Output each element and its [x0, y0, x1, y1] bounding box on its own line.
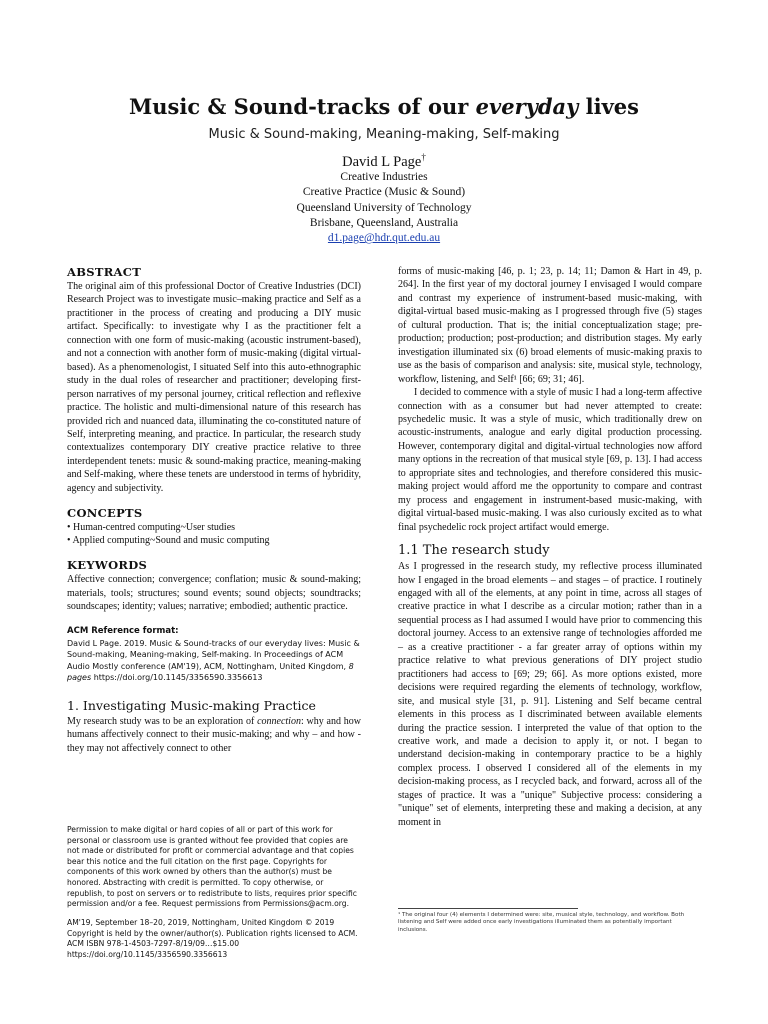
body-paragraph: I decided to commence with a style of music I had a long-term affective connection with as a consumer but had never attempted to create: psychedelic music. It was a style of music, which traditionally drew on acoustic-instruments, analogue and early digital production processing. However, contemporary digital and digital-virtual technologies now afford many options in the recreation of that musical style [69, p. 13]. I had access to appropriate sites and technologies, and therefore considered this music-making project would afford me the opportunity to compare and contrast my process and engagement in instrument-based music-making, with digital virtual-based music-making. I was also curiously excited as to what final psychedelic rock project artifact would emerge.	[398, 387, 702, 533]
right-column	[398, 265, 702, 829]
abstract-text: The original aim of this professional Doctor of Creative Industries (DCI) Research Project was to investigate music–making practice and Self as a practitioner in the process of creating and producing a DIY music artifact. Specifically: to investigate why I as the practitioner felt a connection with one form of music-making (acoustic instrument-based), and not a connection with another form of music-making (digital virtual-based). As a phenomenologist, I situated Self into this auto-ethnographic study in the dual roles of researcher and practitioner; developing first-person narratives of my personal journey, critical reflection and reflexive practice. The holistic and multi-dimensional nature of this research has provided rich and nuanced data, illuminating the co-constituted nature of Self, interpreting meaning, and practice. In particular, the research study contextualizes contemporary DIY creative practice relative to three interdependent tenets: music & sound-making practice, meaning-making and Self-making, where these tenets are understood in terms of hybridity, agency and subjectivity.	[67, 281, 361, 494]
body-paragraph: forms of music-making [46, p. 1; 23, p. 14; 11; Damon & Hart in 49, p. 264]. In the first year of my doctoral journey I envisaged I would compare and contrast my experience of instrument-based music-making, with digital-virtual based music-making as I progressed through five (5) stages of cultural production. That is; the initial conceptualization stage; pre-production; production; post-production; and distribution stages. My early investigation illuminated six (6) broad elements of music-making praxis to use as the basis of comparison and analysis: site, musical style, technology, workflow, listening, and Self¹ [66; 69; 31; 46].	[398, 266, 702, 385]
section-1-heading: 1. Investigating Music-making Practice	[67, 697, 316, 713]
footnote-divider	[398, 908, 578, 909]
concept-item: • Applied computing~Sound and music computing	[67, 535, 270, 547]
keywords-heading: KEYWORDS	[67, 558, 148, 573]
left-column	[67, 265, 361, 755]
acm-reference-heading: ACM Reference format:	[67, 625, 179, 636]
concepts-heading: CONCEPTS	[67, 506, 143, 521]
concepts-list	[67, 521, 361, 547]
copyright-notice: AM'19, September 18–20, 2019, Nottingham, United Kingdom © 2019 Copyright is held by the owner/author(s). Publication rights licensed to ACM. ACM ISBN 978-1-4503-7297-8/19/09…$15.00 https://doi.org/10.1145/3356590.3356613	[67, 918, 358, 959]
abstract-heading: ABSTRACT	[67, 265, 142, 279]
paper-subtitle: Music & Sound-making, Meaning-making, Self-making	[208, 127, 560, 142]
author-affiliation: Creative Industries Creative Practice (Music & Sound) Queensland University of Technology Brisbane, Queensland, Australia d1.page@hdr.qut.edu.au	[296, 171, 472, 245]
author-name: David L Page†	[342, 152, 426, 170]
keywords-text: Affective connection; convergence; conflation; music & sound-making; materials, tools; structures; sound events; sound objects; soundtracks; soundscapes; identity; values; narrative; embodied; authentic practice.	[67, 574, 361, 613]
body-paragraph: As I progressed in the research study, my reflective process illuminated how I engaged in the broad elements – and stages – of practice. I routinely engaged with all of the elements, at any point in time, across all stages of creative practice in what I describe as a circular motion; rather than in a sequential process as I had assumed I would have prior to commencing this doctoral journey. Access to an extensive range of technologies afforded me – as a creative practitioner - a far greater array of options within my practice relative to what previous generations of DIY project studio practitioners had access to [69; 29; 66]. As more options existed, more decisions were required regarding the elements of technology, workflow, site, and musical style [31, p. 91]. Listening and Self became central elements in this process as I discriminated between available elements during the practice session. I interpreted the value of that option to the creative work, and made a decision to apply it, or not. I began to understand decision-making in contemporary practice to be a highly complex process. I observed I considered all of the elements in my decision-making process, as I recycled back, and forward, across all of the stages of practice. It was a "unique" Subjective process: considering a "unique" set of elements, interpreting these and making a decision, at any moment in	[398, 561, 702, 828]
author-email-link[interactable]: d1.page@hdr.qut.edu.au	[327, 232, 441, 245]
section-1-text: My research study was to be an exploration of connection: why and how humans affectively connect to their music-making; and why – and how - they may not affectively connect to other	[67, 715, 361, 754]
paper-title: Music & Sound-tracks of our everyday lives	[129, 94, 639, 119]
footnote: ¹ The original four (4) elements I determined were: site, musical style, technology, and workflow. Both listening and Self were added once early investigations illuminated them as potentially important inclusions.	[398, 912, 685, 933]
permission-notice: Permission to make digital or hard copies of all or part of this work for personal or classroom use is granted without fee provided that copies are not made or distributed for profit or commercial advantage and that copies bear this notice and the full citation on the first page. Copyrights for components of this work owned by others than the author(s) must be honored. Abstracting with credit is permitted. To copy otherwise, or republish, to post on servers or to redistribute to lists, requires prior specific permission and/or a fee. Request permissions from Permissions@acm.org.	[67, 825, 357, 909]
acm-reference-text: David L Page. 2019. Music & Sound-tracks of our everyday lives: Music & Sound-making, Meaning-making, Self-making. In Proceedings of ACM Audio Mostly conference (AM'19), ACM, Nottingham, United Kingdom, 8 pages https://doi.org/10.1145/3356590.3356613	[67, 638, 360, 683]
subsection-heading: 1.1 The research study	[398, 543, 550, 559]
concept-item: • Human-centred computing~User studies	[67, 522, 236, 534]
